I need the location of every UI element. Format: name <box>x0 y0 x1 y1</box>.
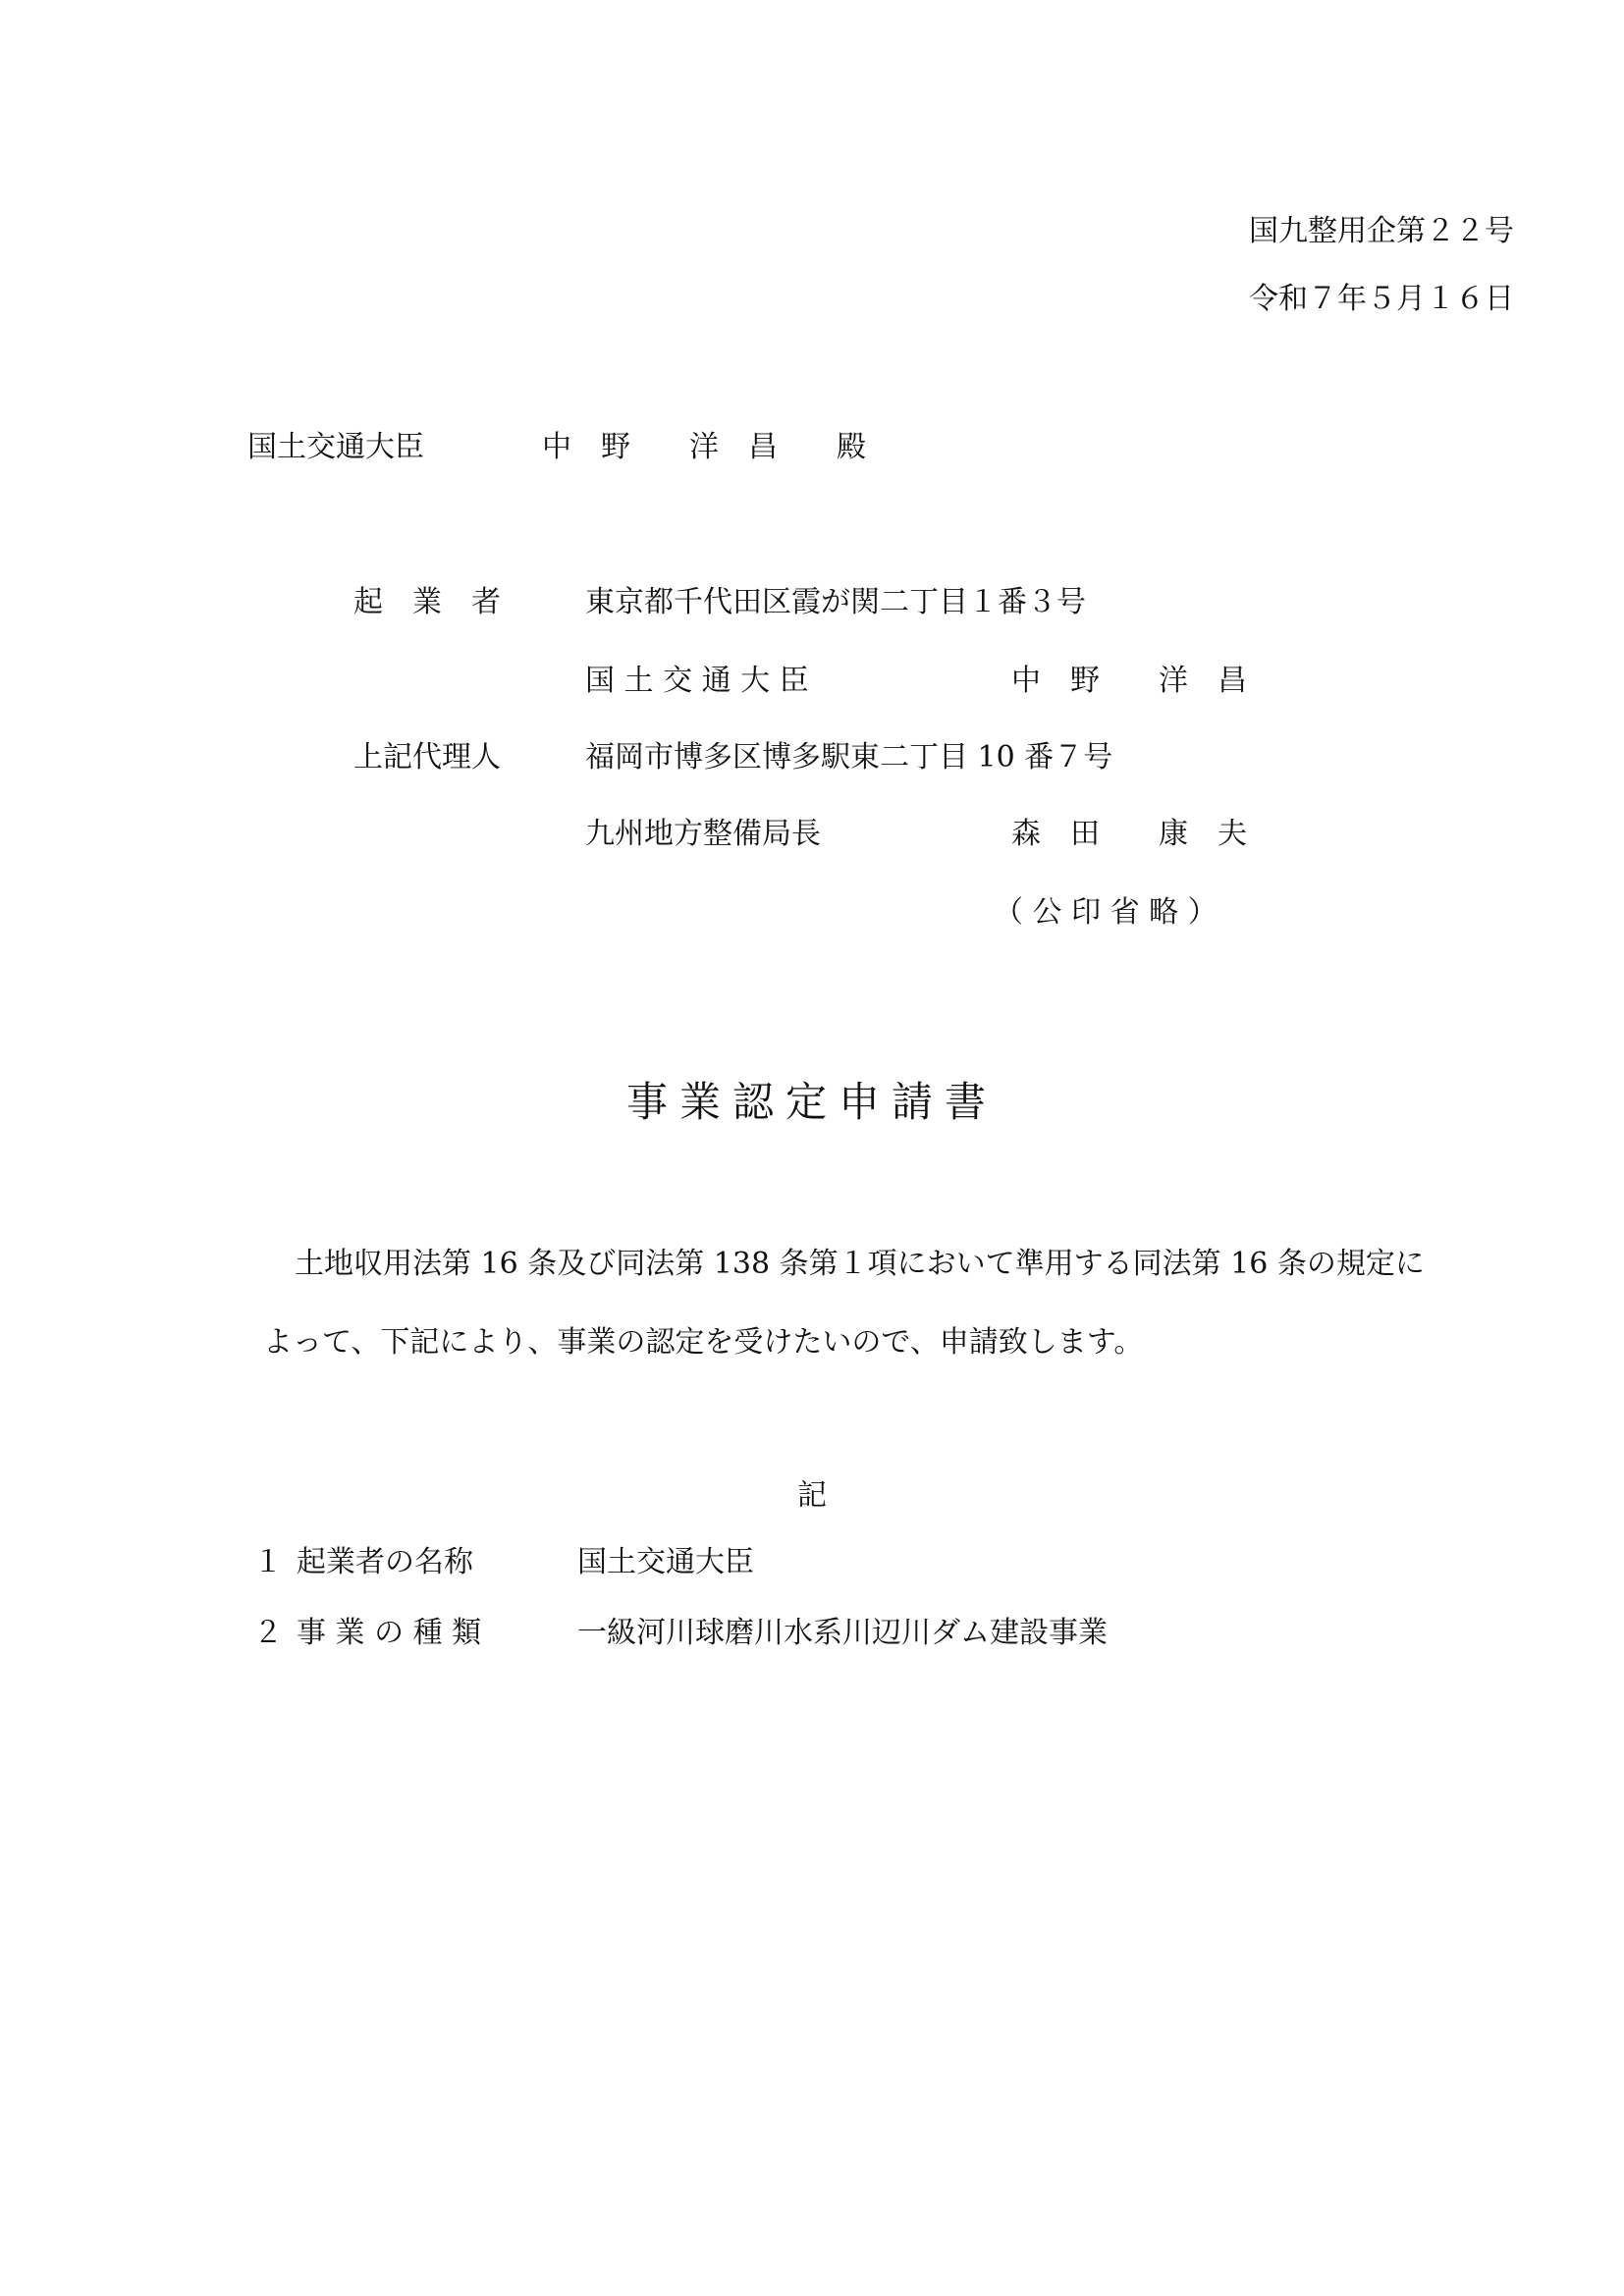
applicant-label: 起 業 者 <box>353 585 501 619</box>
agent-label: 上記代理人 <box>353 740 501 774</box>
item-label: 事 業 の 種 類 <box>297 1616 482 1650</box>
ki-heading: 記 <box>797 1478 827 1513</box>
body-line-1: 土地収用法第 16 条及び同法第 138 条第１項において準用する同法第 16 条の規定に <box>295 1247 1425 1281</box>
document-number: 国九整用企第２２号 <box>1249 214 1514 248</box>
seal-note: （ 公 印 省 略 ） <box>994 895 1218 930</box>
addressee <box>247 428 866 467</box>
item-number: ２ <box>253 1616 283 1650</box>
agent-address: 福岡市博多区博多駅東二丁目 10 番７号 <box>585 740 1113 774</box>
document-date: 令和７年５月１６日 <box>1249 282 1514 316</box>
addressee-title: 国土交通大臣 <box>247 430 424 464</box>
agent-person: 森 田 康 夫 <box>1011 817 1247 851</box>
applicant-org: 国 土 交 通 大 臣 <box>585 664 809 698</box>
document-title: 事業認定申請書 <box>625 1078 998 1126</box>
applicant-person: 中 野 洋 昌 <box>1011 664 1247 698</box>
item-label: 起業者の名称 <box>297 1545 473 1579</box>
addressee-name: 中 野 洋 昌 殿 <box>542 430 866 464</box>
agent-org: 九州地方整備局長 <box>585 817 821 851</box>
applicant-address: 東京都千代田区霞が関二丁目１番３号 <box>585 585 1086 619</box>
item-number: １ <box>253 1545 283 1579</box>
item-value: 一級河川球磨川水系川辺川ダム建設事業 <box>577 1616 1108 1650</box>
item-value: 国土交通大臣 <box>577 1545 754 1579</box>
body-line-2: よって、下記により、事業の認定を受けたいので、申請致します。 <box>263 1325 1144 1360</box>
